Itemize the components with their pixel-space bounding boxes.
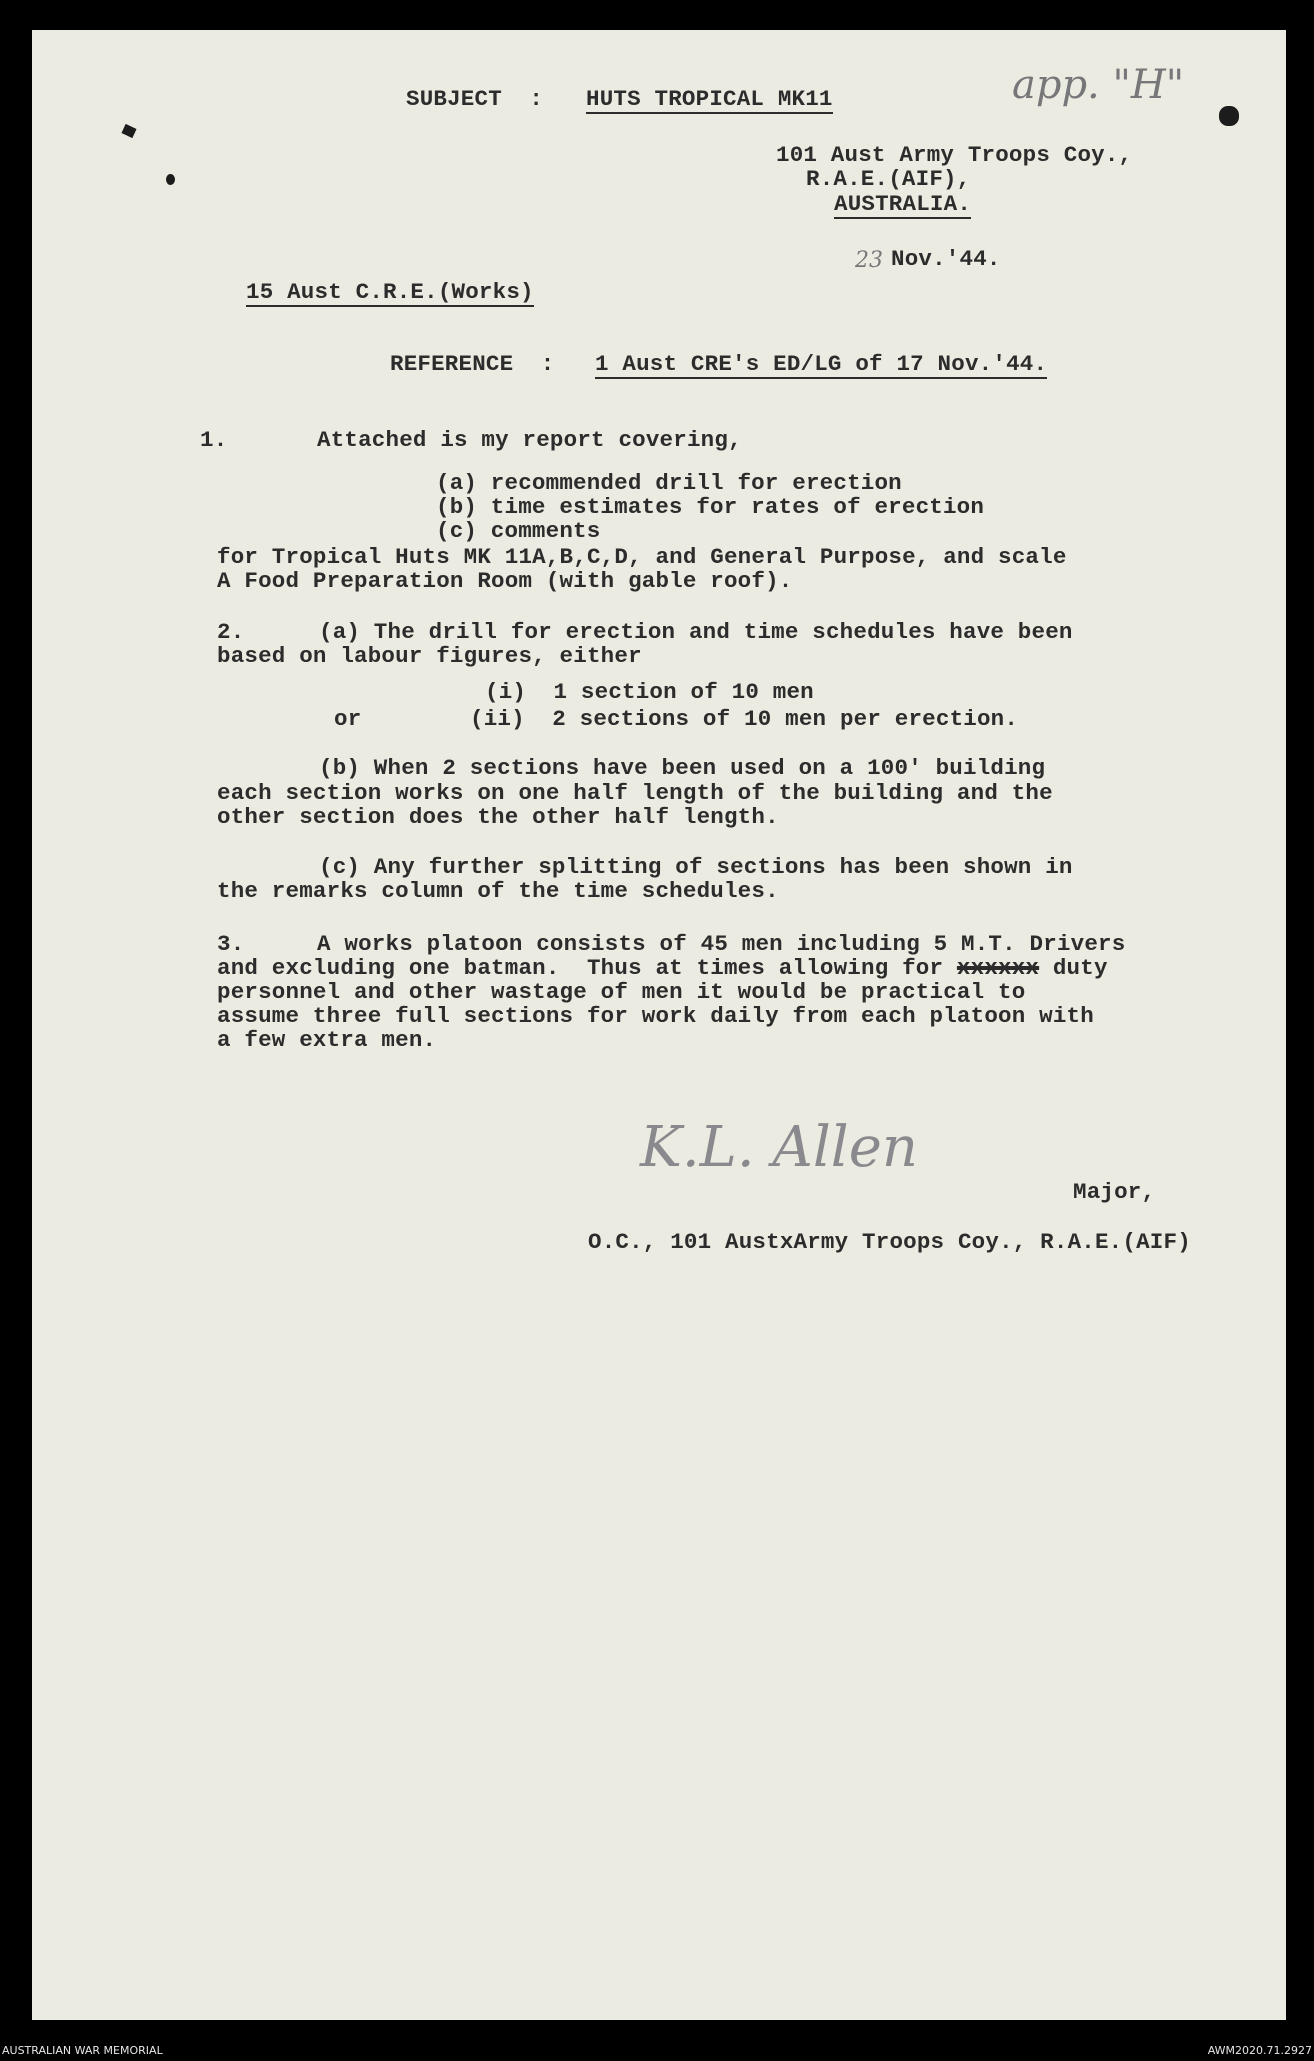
paragraph-1-text: Attached is my report covering, [317, 427, 742, 453]
reference-label: REFERENCE : [390, 351, 555, 377]
list-item-c: (c) comments [436, 518, 601, 544]
paragraph-3-number: 3. [217, 931, 245, 957]
addressee: 15 Aust C.R.E.(Works) [246, 279, 534, 305]
labour-option-2: (ii) 2 sections of 10 men per erection. [470, 706, 1019, 732]
sender-line-3: AUSTRALIA. [834, 191, 972, 217]
subject-label: SUBJECT : [406, 86, 544, 112]
paragraph-3-line-2 [217, 956, 1108, 980]
footer-source: AUSTRALIAN WAR MEMORIAL [2, 2044, 163, 2057]
paragraph-3-line-3: personnel and other wastage of men it would be practical to [217, 979, 1026, 1005]
footer-accession-number: AWM2020.71.2927 [1207, 2044, 1312, 2057]
paragraph-1-number: 1. [200, 427, 228, 453]
date-typed: Nov.'44. [891, 246, 1001, 272]
paragraph-2-line-2: based on labour figures, either [217, 643, 642, 669]
ink-blot [1219, 106, 1239, 126]
paragraph-1-continued-2: A Food Preparation Room (with gable roof). [217, 568, 793, 594]
list-item-b: (b) time estimates for rates of erection [436, 494, 985, 520]
paragraph-2-number: 2. [217, 619, 245, 645]
sender-line-2: R.A.E.(AIF), [806, 166, 971, 192]
paragraph-2-line-1: (a) The drill for erection and time schedules have been [319, 619, 1073, 645]
paragraph-2b-line-3: other section does the other half length. [217, 804, 779, 830]
reference-value: 1 Aust CRE's ED/LG of 17 Nov.'44. [595, 351, 1048, 377]
signatory-rank: Major, [1073, 1179, 1156, 1205]
paragraph-3-line-2-end: duty [1039, 955, 1108, 981]
date-handwritten: 23 [855, 248, 883, 273]
paragraph-1-continued-1: for Tropical Huts MK 11A,B,C,D, and General Purpose, and scale [217, 544, 1067, 570]
paragraph-2c-line-2: the remarks column of the time schedules. [217, 878, 779, 904]
paragraph-2b-line-1: (b) When 2 sections have been used on a 100' building [319, 755, 1046, 781]
struck-out-word: xxxxxx [956, 955, 1040, 981]
paragraph-3-line-5: a few extra men. [217, 1027, 437, 1053]
handwritten-signature: K.L. Allen [640, 1115, 918, 1180]
list-item-a: (a) recommended drill for erection [436, 470, 902, 496]
labour-option-1: (i) 1 section of 10 men [485, 679, 814, 705]
subject-value: HUTS TROPICAL MK11 [586, 86, 833, 112]
paragraph-2c-line-1: (c) Any further splitting of sections has been shown in [319, 854, 1073, 880]
signatory-title: O.C., 101 AustxArmy Troops Coy., R.A.E.(AIF) [588, 1229, 1191, 1255]
handwritten-annotation: app. "H" [1012, 62, 1185, 108]
punch-mark-bottom [166, 174, 175, 185]
labour-or: or [334, 706, 362, 732]
sender-line-1: 101 Aust Army Troops Coy., [776, 142, 1133, 168]
paragraph-3-line-4: assume three full sections for work daily from each platoon with [217, 1003, 1094, 1029]
paragraph-3-line-1: A works platoon consists of 45 men including 5 M.T. Drivers [317, 931, 1126, 957]
paragraph-2b-line-2: each section works on one half length of the building and the [217, 780, 1053, 806]
paragraph-3-line-2-start: and excluding one batman. Thus at times allowing for [217, 955, 957, 981]
